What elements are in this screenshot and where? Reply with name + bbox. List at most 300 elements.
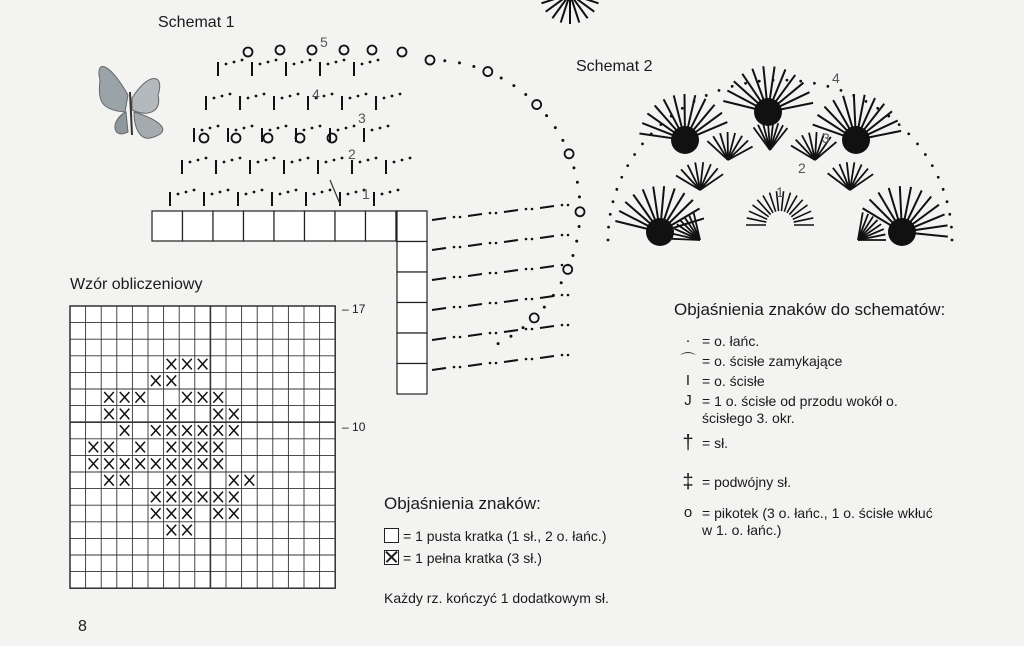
chain-dot — [942, 188, 945, 191]
chain-dot — [453, 366, 456, 369]
picot-mark — [200, 134, 209, 143]
chain-dot — [453, 306, 456, 309]
legend-schemes-item: ⌒ = o. ścisłe zamykające — [674, 353, 842, 370]
chain-dot — [273, 157, 276, 160]
legend-schemes-item: ‡ = podwójny sł. — [674, 474, 791, 491]
picot-mark — [308, 46, 317, 55]
chain-dot — [554, 126, 557, 129]
stitch-mark — [432, 368, 446, 370]
chain-dot — [197, 159, 200, 162]
chain-dot — [267, 61, 270, 64]
chain-dot — [313, 193, 316, 196]
chain-dot — [744, 82, 747, 85]
side-square — [397, 242, 427, 273]
stitch-mark — [504, 330, 518, 332]
chain-dot — [459, 246, 462, 249]
chain-dot — [193, 189, 196, 192]
chain-dot — [381, 193, 384, 196]
schemat1-round-5: 5 — [320, 34, 328, 50]
chain-dot — [261, 189, 264, 192]
picot-mark — [565, 149, 574, 158]
side-square — [397, 333, 427, 364]
schemat2-round-4: 4 — [832, 70, 840, 86]
chain-dot — [758, 80, 761, 83]
chain-dot — [531, 298, 534, 301]
front-post-icon: J — [684, 392, 692, 409]
base-square — [183, 211, 214, 241]
side-square — [397, 364, 427, 395]
chain-dot — [331, 93, 334, 96]
chain-dot — [359, 161, 362, 164]
picot-mark — [232, 134, 241, 143]
legend-schemes-item: J = 1 o. ścisłe od przodu wokół o. ścisłego 3. okr. — [674, 393, 898, 427]
picot-mark — [276, 46, 285, 55]
chain-dot — [401, 159, 404, 162]
chain-dot — [231, 159, 234, 162]
chain-dot — [323, 95, 326, 98]
chain-dot — [325, 161, 328, 164]
chain-dot — [459, 216, 462, 219]
chain-dot — [383, 97, 386, 100]
schemat1-round-1: 1 — [362, 186, 370, 202]
chain-dot — [259, 63, 262, 66]
chain-dot — [524, 93, 527, 96]
chain-dot — [567, 234, 570, 237]
chain-dot — [718, 89, 721, 92]
chain-dot — [576, 181, 579, 184]
chain-dot — [279, 193, 282, 196]
stitch-mark — [504, 360, 518, 362]
chain-dot — [907, 133, 910, 136]
stitch-mark — [468, 364, 482, 366]
chain-dot — [389, 191, 392, 194]
legend-note: Każdy rz. kończyć 1 dodatkowym sł. — [384, 590, 609, 606]
chain-dot — [219, 191, 222, 194]
stitch-mark — [770, 66, 775, 100]
chain-dot — [369, 61, 372, 64]
chain-dot — [253, 191, 256, 194]
chain-dot — [495, 302, 498, 305]
chain-dot — [561, 139, 564, 142]
side-square — [397, 303, 427, 334]
chain-dot — [799, 80, 802, 83]
chain-dot — [525, 238, 528, 241]
picot-mark — [530, 313, 539, 322]
legend-schemes-item: † = sł. — [674, 435, 728, 452]
chain-dot — [916, 142, 919, 145]
chain-dot — [813, 82, 816, 85]
picot-mark — [483, 67, 492, 76]
row-marker-10: – 10 — [342, 420, 366, 434]
chain-dot — [531, 238, 534, 241]
chain-dot — [560, 281, 563, 284]
picot-mark — [264, 134, 273, 143]
chain-dot — [489, 272, 492, 275]
chain-dot — [263, 93, 266, 96]
chain-dot — [221, 95, 224, 98]
chain-dot — [531, 358, 534, 361]
chain-dot — [239, 157, 242, 160]
chain-dot — [575, 240, 578, 243]
chain-dot — [269, 129, 272, 132]
legend-empty-box: = 1 pusta kratka (1 sł., 2 o. łańc.) — [384, 528, 607, 544]
chain-dot — [512, 84, 515, 87]
chain-dot — [626, 164, 629, 167]
stitch-mark — [843, 96, 853, 129]
base-square — [274, 211, 305, 241]
chain-dot — [948, 213, 951, 216]
chain-dot — [397, 189, 400, 192]
chain-dot — [472, 65, 475, 68]
chain-dot — [633, 153, 636, 156]
chain-dot — [327, 63, 330, 66]
chain-dot — [213, 97, 216, 100]
chain-dot — [567, 354, 570, 357]
filled-box-icon — [384, 550, 399, 565]
chain-dot — [497, 342, 500, 345]
stitch-mark — [749, 211, 767, 219]
chain-dot — [343, 59, 346, 62]
chain-dot — [291, 161, 294, 164]
chain-dot — [693, 100, 696, 103]
arrow-mark — [330, 180, 340, 204]
empty-box-icon — [384, 528, 399, 543]
stitch-mark — [504, 210, 518, 212]
chain-dot — [840, 89, 843, 92]
stitch-mark — [674, 95, 682, 128]
chain-dot — [443, 59, 446, 62]
chain-dot — [531, 268, 534, 271]
stitch-mark — [615, 221, 648, 229]
legend-schemes-item: o = pikotek (3 o. łańc., 1 o. ścisłe wkłuć w 1. o. łańc.) — [674, 505, 933, 539]
chain-dot — [898, 123, 901, 126]
chain-dot — [509, 335, 512, 338]
chain-dot — [375, 157, 378, 160]
legend-schemes-item: · = o. łańc. — [674, 333, 759, 350]
chain-dot — [453, 336, 456, 339]
chain-dot — [377, 59, 380, 62]
chain-dot — [303, 129, 306, 132]
base-square — [152, 211, 183, 241]
schemat1-round-3: 3 — [358, 110, 366, 126]
chain-dot — [620, 176, 623, 179]
chain-dot — [495, 242, 498, 245]
chain-dot — [826, 85, 829, 88]
chain-dot — [459, 276, 462, 279]
chain-dot — [615, 188, 618, 191]
chain-dot — [670, 115, 673, 118]
chain-dot — [257, 161, 260, 164]
chain-dot — [489, 302, 492, 305]
stitch-mark — [432, 308, 446, 310]
chain-dot — [309, 59, 312, 62]
chain-dot — [185, 191, 188, 194]
single-crochet-icon: I — [685, 372, 691, 389]
chain-dot — [379, 127, 382, 130]
legend-schemes-title: Objaśnienia znaków do schematów: — [674, 300, 946, 319]
stitch-mark — [432, 248, 446, 250]
chain-dot — [289, 95, 292, 98]
chain-dot — [495, 332, 498, 335]
chain-dot — [552, 294, 555, 297]
chain-dot — [277, 127, 280, 130]
stitch-mark — [540, 326, 554, 328]
chain-dot — [217, 125, 220, 128]
stitch-mark — [468, 274, 482, 276]
chain-dot — [365, 93, 368, 96]
chain-dot — [522, 326, 525, 329]
chain-dot — [561, 354, 564, 357]
stitch-mark — [794, 218, 814, 222]
chain-dot — [489, 242, 492, 245]
schemat2-round-3: 3 — [822, 130, 830, 146]
chain-dot — [293, 63, 296, 66]
stitch-mark — [900, 186, 902, 220]
chain-dot — [349, 97, 352, 100]
stitch-mark — [914, 233, 948, 236]
side-square — [397, 272, 427, 303]
chain-dot — [227, 189, 230, 192]
chain-dot — [659, 123, 662, 126]
row-marker-17: – 17 — [342, 302, 366, 316]
chain-dot — [525, 358, 528, 361]
stitch-mark — [540, 296, 554, 298]
chain-dot — [393, 161, 396, 164]
chain-dot — [495, 272, 498, 275]
picot-mark — [575, 207, 584, 216]
chain-dot — [205, 157, 208, 160]
picot-mark — [328, 134, 337, 143]
chain-dot — [459, 306, 462, 309]
schemat-2-diagram — [541, 0, 953, 246]
chain-dot — [561, 324, 564, 327]
base-square — [366, 211, 397, 241]
chain-dot — [525, 328, 528, 331]
chain-dot — [337, 129, 340, 132]
stitch-mark — [432, 218, 446, 220]
stitch-mark — [540, 236, 554, 238]
schemat2-round-2: 2 — [798, 160, 806, 176]
chain-dot — [567, 294, 570, 297]
stitch-mark — [504, 270, 518, 272]
chain-dot — [177, 193, 180, 196]
chain-dot — [495, 362, 498, 365]
chain-dot — [201, 129, 204, 132]
schemat1-round-4: 4 — [312, 86, 320, 102]
chain-dot — [329, 189, 332, 192]
chain-dot — [946, 200, 949, 203]
chain-dot — [367, 159, 370, 162]
legend-main-title: Objaśnienia znaków: — [384, 494, 541, 513]
chain-dot — [409, 157, 412, 160]
chain-dot — [567, 324, 570, 327]
schemat-1-title: Schemat 1 — [158, 14, 235, 31]
chain-dot-icon: · — [685, 332, 691, 349]
chain-dot — [353, 125, 356, 128]
chain-dot — [345, 127, 348, 130]
stitch-mark — [468, 304, 482, 306]
chain-dot — [571, 254, 574, 257]
chain-dot — [241, 59, 244, 62]
stitch-mark — [540, 206, 554, 208]
chain-dot — [525, 268, 528, 271]
chain-dot — [347, 193, 350, 196]
stitch-mark — [504, 240, 518, 242]
chain-dot — [223, 161, 226, 164]
chain-dot — [299, 159, 302, 162]
chain-dot — [545, 114, 548, 117]
chain-dot — [641, 142, 644, 145]
chain-dot — [307, 157, 310, 160]
chain-dot — [489, 332, 492, 335]
chain-dot — [500, 76, 503, 79]
schemat2-round-1: 1 — [776, 184, 784, 200]
stitch-mark — [540, 356, 554, 358]
picot-icon: o — [683, 504, 693, 521]
chain-dot — [335, 61, 338, 64]
chain-dot — [578, 225, 581, 228]
chain-dot — [950, 226, 953, 229]
legend-schemes-item: I = o. ścisłe — [674, 373, 765, 390]
chain-dot — [525, 208, 528, 211]
slip-stitch-arc-icon: ⌒ — [680, 352, 696, 369]
chain-dot — [578, 195, 581, 198]
chain-dot — [235, 129, 238, 132]
chain-dot — [531, 328, 534, 331]
chain-dot — [572, 166, 575, 169]
chain-dot — [567, 204, 570, 207]
chain-dot — [297, 93, 300, 96]
base-square — [244, 211, 275, 241]
chain-dot — [612, 200, 615, 203]
chain-dot — [561, 234, 564, 237]
chain-dot — [650, 133, 653, 136]
chain-dot — [189, 161, 192, 164]
chain-dot — [459, 366, 462, 369]
chain-dot — [301, 61, 304, 64]
base-square — [305, 211, 336, 241]
chain-dot — [607, 226, 610, 229]
chain-dot — [681, 107, 684, 110]
chain-dot — [459, 336, 462, 339]
filet-pattern-grid — [70, 306, 335, 588]
chain-dot — [453, 246, 456, 249]
stitch-mark — [540, 266, 554, 268]
chain-dot — [561, 294, 564, 297]
legend-filled-box: = 1 pełna kratka (3 sł.) — [384, 550, 542, 566]
chain-dot — [355, 191, 358, 194]
chain-dot — [772, 79, 775, 82]
chain-dot — [233, 61, 236, 64]
chain-dot — [311, 127, 314, 130]
chain-dot — [543, 306, 546, 309]
chain-dot — [225, 63, 228, 66]
side-square — [397, 211, 427, 242]
picot-mark — [426, 56, 435, 65]
chain-dot — [609, 213, 612, 216]
chain-dot — [786, 79, 789, 82]
stitch-mark — [468, 214, 482, 216]
stitch-mark — [504, 300, 518, 302]
chain-dot — [561, 204, 564, 207]
chain-dot — [525, 298, 528, 301]
chain-dot — [371, 129, 374, 132]
chain-dot — [319, 125, 322, 128]
chain-dot — [489, 362, 492, 365]
chain-dot — [887, 115, 890, 118]
chain-dot — [247, 97, 250, 100]
chain-dot — [391, 95, 394, 98]
stitch-mark — [854, 94, 856, 128]
chain-dot — [937, 176, 940, 179]
chain-dot — [931, 164, 934, 167]
double-crochet-icon: † — [682, 432, 694, 454]
chain-dot — [341, 157, 344, 160]
chain-dot — [243, 127, 246, 130]
schemat1-round-2: 2 — [348, 146, 356, 162]
chain-dot — [924, 153, 927, 156]
picot-mark — [340, 46, 349, 55]
chain-dot — [321, 191, 324, 194]
chain-dot — [265, 159, 268, 162]
chain-dot — [287, 191, 290, 194]
chain-dot — [281, 97, 284, 100]
stitch-mark — [468, 244, 482, 246]
chain-dot — [561, 264, 564, 267]
base-square — [213, 211, 244, 241]
stitch-mark — [793, 211, 811, 219]
chain-dot — [489, 212, 492, 215]
chain-dot — [245, 193, 248, 196]
stitch-mark — [661, 186, 664, 220]
chain-dot — [255, 95, 258, 98]
butterfly-illustration — [99, 66, 163, 138]
chain-dot — [229, 93, 232, 96]
chain-dot — [951, 239, 954, 242]
stitch-mark — [432, 338, 446, 340]
base-square — [335, 211, 366, 241]
stitch-mark — [763, 66, 766, 100]
picot-mark — [532, 100, 541, 109]
picot-mark — [368, 46, 377, 55]
stitch-mark — [432, 278, 446, 280]
chain-dot — [607, 239, 610, 242]
stitch-mark — [889, 188, 899, 221]
chain-dot — [731, 85, 734, 88]
chain-dot — [453, 276, 456, 279]
chain-dot — [357, 95, 360, 98]
stitch-mark — [747, 218, 767, 222]
chain-dot — [399, 93, 402, 96]
stitch-mark — [468, 334, 482, 336]
chain-dot — [295, 189, 298, 192]
schemat-2-title: Schemat 2 — [576, 58, 653, 75]
chain-dot — [852, 94, 855, 97]
chain-dot — [251, 125, 254, 128]
chain-dot — [333, 159, 336, 162]
page-number: 8 — [78, 618, 87, 635]
chain-dot — [495, 212, 498, 215]
pattern-title: Wzór obliczeniowy — [70, 276, 203, 293]
chain-dot — [275, 59, 278, 62]
chain-dot — [361, 63, 364, 66]
picot-mark — [244, 48, 253, 57]
chain-dot — [209, 127, 212, 130]
chain-dot — [387, 125, 390, 128]
picot-mark — [398, 48, 407, 57]
chain-dot — [531, 208, 534, 211]
chain-dot — [458, 61, 461, 64]
